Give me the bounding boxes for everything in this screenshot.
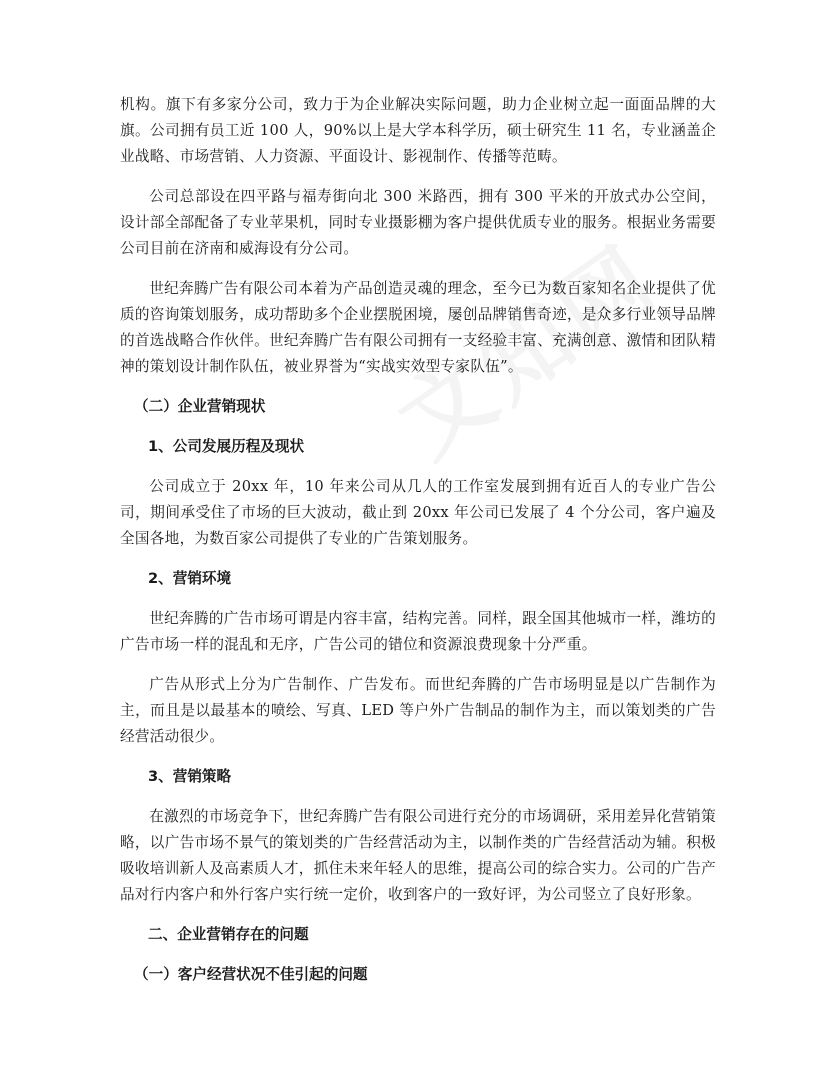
section-heading-client-problems: （一）客户经营状况不佳引起的问题 xyxy=(134,966,368,983)
document-body xyxy=(120,92,716,1002)
subheading-marketing-strategy: 3、营销策略 xyxy=(148,768,232,785)
subheading-marketing-environment: 2、营销环境 xyxy=(148,570,232,587)
chapter-heading-marketing-problems: 二、企业营销存在的问题 xyxy=(148,926,309,943)
section-heading-marketing-status: （二）企业营销现状 xyxy=(134,398,266,415)
paragraph-headquarters: 公司总部设在四平路与福寿街向北 300 米路西，拥有 300 平米的开放式办公空间，设计部全部配备了专业苹果机，同时专业摄影棚为客户提供优质专业的服务。根据业务需要公司目前在济南和威海设有分公司。 xyxy=(120,188,716,257)
paragraph-development-history: 公司成立于 20xx 年，10 年来公司从几人的工作室发展到拥有近百人的专业广告公司，期间承受住了市场的巨大波动，截止到 20xx 年公司已发展了 4 个分公司，客户遍及全国各地，为数百家公司提供了专业的广告策划服务。 xyxy=(120,478,716,547)
paragraph-marketing-environment-2: 广告从形式上分为广告制作、广告发布。而世纪奔腾的广告市场明显是以广告制作为主，而且是以最基本的喷绘、写真、LED 等户外广告制品的制作为主，而以策划类的广告经营活动很少。 xyxy=(120,676,716,745)
paragraph-company-philosophy: 世纪奔腾广告有限公司本着为产品创造灵魂的理念，至今已为数百家知名企业提供了优质的咨询策划服务，成功帮助多个企业摆脱困境，屡创品牌销售奇迹，是众多行业领导品牌的首选战略合作伙伴。世纪奔腾广告有限公司拥有一支经验丰富、充满创意、激情和团队精神的策划设计制作队伍，被业界誉为“实战实效型专家队伍”。 xyxy=(120,280,716,375)
subheading-development-history: 1、公司发展历程及现状 xyxy=(148,438,305,455)
paragraph-marketing-environment-1: 世纪奔腾的广告市场可谓是内容丰富，结构完善。同样，跟全国其他城市一样，潍坊的广告市场一样的混乱和无序，广告公司的错位和资源浪费现象十分严重。 xyxy=(120,610,716,653)
paragraph-marketing-strategy: 在激烈的市场竞争下，世纪奔腾广告有限公司进行充分的市场调研，采用差异化营销策略，以广告市场不景气的策划类的广告经营活动为主，以制作类的广告经营活动为辅。积极吸收培训新人及高素质人才，抓住未来年轻人的思维，提高公司的综合实力。公司的广告产品对行内客户和外行客户实行统一定价，收到客户的一致好评，为公司竖立了良好形象。 xyxy=(120,808,716,903)
paragraph-company-intro-continued: 机构。旗下有多家分公司，致力于为企业解决实际问题，助力企业树立起一面面品牌的大旗。公司拥有员工近 100 人，90%以上是大学本科学历，硕士研究生 11 名，专业涵盖企业战略、市场营销、人力资源、平面设计、影视制作、传播等范畴。 xyxy=(120,96,716,165)
